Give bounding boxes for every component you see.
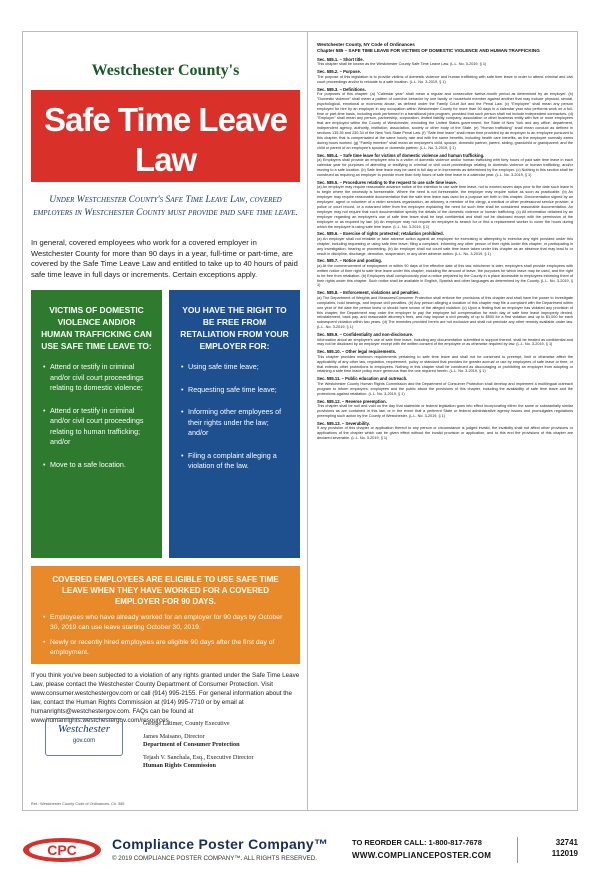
poster-left-panel (23, 32, 308, 810)
law-section (317, 153, 573, 178)
main-title: Safe Time Leave Law (43, 101, 288, 178)
rights-item: • Informing other employees of their rights under the law; and/or (181, 407, 290, 439)
eligibility-heading: COVERED EMPLOYEES ARE ELIGIBLE TO USE SAFE TIME LEAVE WHEN THEY HAVE WORKED FOR A COVERED EMPLOYER FOR 90 DAYS. (52, 575, 279, 606)
subhead: Under Westchester County's Safe Time Leave Law, covered employers in Westchester County must provide paid safe time leave. (33, 195, 298, 218)
law-section (317, 180, 573, 230)
official-name: Tejash V. Sanchala, Esq., Executive Director (143, 754, 254, 761)
footer-divider (517, 837, 518, 863)
westchester-logo (45, 718, 123, 756)
law-section (317, 349, 573, 374)
official (143, 733, 303, 749)
law-section-text: The purpose of this legislation is to provide victims of domestic violence and human trafficking with safe time leave in order to attend criminal and civil court proceedings and/or to relocate to a safe location. (L.L. No. 3-2019, § 1) (317, 74, 573, 84)
footer-bar (22, 833, 578, 869)
law-section-title: Sec. 585.4. – Safe time leave for victims of domestic violence and human trafficking. (317, 152, 485, 158)
rights-box (169, 290, 300, 558)
law-section-title: Sec. 585.8. – Enforcement, violations and penalties. (317, 290, 420, 296)
law-section (317, 290, 573, 330)
law-section-title: Sec. 585.2. – Purpose. (317, 69, 361, 75)
eligibility-item: • Newly or recently hired employees are eligible 90 days after the first day of employment. (43, 638, 290, 657)
law-section-title: Sec. 585.13. – Severability. (317, 420, 370, 426)
cpc-logo-icon (22, 837, 102, 863)
poster-date-code: 112019 (551, 849, 578, 858)
company-name: Compliance Poster Company™ (112, 836, 329, 852)
law-chapter: Chapter 585 – SAFE TIME LEAVE FOR VICTIMS OF DOMESTIC VIOLENCE AND HUMAN TRAFFICKING (317, 48, 540, 53)
law-section-text: If any provision of this chapter or application thereof to any person or circumstance is judged invalid, the invalidity shall not affect other provisions or applications of the chapter which can be given effect without the invalid provision or application, and to this end the provisions of this chapter are declared severable. (L.L. No. 3-2019, § 1) (317, 426, 573, 440)
law-section-title: Sec. 585.3. – Definitions. (317, 86, 366, 92)
law-section-text: This chapter shall be null and void on the day that statewide or federal legislation goes into effect incorporating either the same or substantially similar provisions as are contained in this law, or in the event that a pertinent State or federal administrative agency issues and promulgates regulations preempting such action by the County of Westchester. (L.L. No. 3-2019, § 1) (317, 403, 573, 418)
law-section-title: Sec. 585.10. – Other legal requirements. (317, 349, 397, 355)
logo-word: Westchester (57, 723, 111, 735)
law-section-text: Information about an employee's use of safe time leave, including any documentation submitted in support thereof, shall be treated as confidential and may not be disclosed by an employer except with the written consent of the employee or as otherwise required by law. (L.L. No. 3-2019, § 1) (317, 337, 573, 347)
poster-codes (524, 837, 578, 859)
eligibility-item: • Employees who have already worked for an employer for 90 days by October 30, 2019 can use leave starting October 30, 2019. (43, 613, 290, 632)
poster-code: 32741 (555, 838, 578, 847)
official (143, 754, 303, 770)
law-section-text: (a) An employer may require reasonable advance notice of the intention to use safe time leave, not to exceed seven days prior to the date such leave is to begin where the necessity is foreseeable. Where the need is not foreseeable, the employer may require notice as soon as practicable. (b) An employer may require reasonable documentation that the safe time leave was used for a purpose set forth in this chapter. Documentation signed by an employee, agent or volunteer of a victim services organization, an attorney, a member of the clergy, a medical or other professional service provider, a police or court record, or a notarized letter from the employee explaining the need for such time shall be considered reasonable documentation. An employer may not require that such documentation specify the details of the domestic violence or human trafficking. (c) All information obtained by an employer regarding an employee's use of safe time leave shall be kept confidential and shall not be disclosed except with the permission of the employee or as required by law. (d) An employer may not require an employee to search for or find a replacement worker to cover the hours during which the employee is using safe time leave. (L.L. No. 3-2019, § 1) (317, 185, 573, 229)
law-section-title: Sec. 585.1. – Short title. (317, 57, 364, 62)
law-section-title: Sec. 585.7. – Notice and posting. (317, 258, 382, 264)
rights-item: • Using safe time leave; (181, 362, 290, 373)
law-section-text: The Westchester County Human Rights Commission and the Department of Consumer Protection shall develop and implement a multilingual outreach program to inform employers, employees and the public about the provisions of this chapter, including the availability of safe time leave and the protections against retaliation. (L.L. No. 3-2019, § 1) (317, 381, 573, 396)
official (143, 720, 303, 728)
law-section-text: (a) Employers shall provide an employee who is a victim of domestic violence and/or human trafficking with forty hours of paid safe time leave in each calendar year for purposes of attending or testifying in criminal or civil court proceedings relating to domestic violence or human trafficking, and/or moving to a safe location. (b) Safe time leave may be used in full day or in increments as determined by the employer. (c) Nothing in this section shall be construed as requiring an employer to provide more than forty hours of safe time leave in a calendar year. (L.L. No. 3-2019, § 1) (317, 158, 573, 177)
victims-heading: VICTIMS OF DOMESTIC VIOLENCE AND/OR HUMAN TRAFFICKING CAN USE SAFE TIME LEAVE TO: (41, 305, 152, 351)
law-section (317, 258, 573, 288)
cpc-logo-text: CPC (47, 842, 77, 858)
county-title: Westchester County's (91, 62, 240, 79)
effective-date: Effective October 30, 2019 (106, 186, 225, 197)
law-section (317, 231, 573, 256)
officials-list (143, 720, 303, 775)
rights-item: • Requesting safe time leave; (181, 385, 290, 396)
official-title: Department of Consumer Protection (143, 741, 240, 748)
closing-paragraph: If you think you've been subjected to a violation of any rights granted under the Safe Time Leave Law, please contact the Westchester County Department of Consumer Protection. Visit www.consumer.westchestergov.com or call (914) 995-2155. For general information about the law, contact the Human Rights Commission at (914) 995-7710 or by email at humanrights@westchestergov.com. FAQs can be found at www.humanrights.westchestergov.com/resources. (31, 672, 300, 724)
eligibility-box (31, 566, 300, 664)
law-sections (317, 57, 573, 441)
official-name: James Maisano, Director (143, 733, 205, 740)
victims-item: • Attend or testify in criminal and/or civil court proceedings relating to human trafficking; and/or (43, 406, 152, 448)
law-section-title: Sec. 585.9. – Confidentiality and non-disclosure. (317, 332, 414, 338)
victims-box (31, 290, 162, 558)
law-section (317, 399, 573, 419)
logo-domain: gov.com (72, 738, 96, 744)
law-section-title: Sec. 585.12. – Reverse preemption. (317, 398, 387, 404)
poster (22, 31, 578, 811)
law-section-title: Sec. 585.11. – Public education and outreach. (317, 376, 408, 382)
victims-item: • Move to a safe location. (43, 460, 152, 471)
poster-right-panel (309, 32, 579, 810)
rights-heading: YOU HAVE THE RIGHT TO BE FREE FROM RETALIATION FROM YOUR EMPLOYER FOR: (180, 305, 289, 351)
rights-item: • Filing a complaint alleging a violation of the law. (181, 451, 290, 472)
left-footer-ref: Ref.: Westchester County Code of Ordinances, Ch. 585 (31, 802, 125, 806)
reorder-phone: TO REORDER CALL: 1-800-817-7678 (352, 838, 482, 847)
law-section-text: This chapter shall be known as the Westchester County Safe Time Leave Law. (L.L. No. 3-2019, § 1) (317, 62, 487, 67)
title-banner (31, 90, 300, 197)
law-section (317, 69, 573, 84)
law-section (317, 87, 573, 151)
law-section-text: (a) The Department of Weights and Measures/Consumer Protection shall enforce the provisions of this chapter and shall have the power to investigate complaints, hold hearings, and impose civil penalties. (b) Any person alleging a violation of this chapter may file a complaint with the Department within one year of the date the person knew or should have known of the alleged violation. (c) Upon a finding that an employer has violated any provision of this chapter, the Department may order the employer to pay the employee full compensation for each day of safe time leave improperly denied, reinstatement, back pay, and reasonable attorney's fees, and may impose a civil penalty of up to $500 for a first violation and up to $1,000 for each subsequent violation within two years. (d) The remedies provided herein are not exclusive and shall not preclude any other remedy available under law. (L.L. No. 3-2019, § 1) (317, 295, 573, 330)
copyright: © 2019 COMPLIANCE POSTER COMPANY™. ALL RIGHTS RESERVED. (112, 855, 317, 862)
law-section (317, 332, 573, 347)
website-link[interactable]: WWW.COMPLIANCEPOSTER.COM (352, 851, 492, 860)
law-section-title: Sec. 585.5. – Procedures relating to the request to use safe time leave. (317, 179, 457, 185)
official-name: George Latimer, County Executive (143, 720, 230, 727)
law-section (317, 376, 573, 396)
official-title: Human Rights Commission (143, 762, 216, 769)
victims-item: • Attend or testify in criminal and/or civil court proceedings relating to domestic violence; (43, 362, 152, 394)
law-section-title: Sec. 585.6. – Exercise of rights protected; retaliation prohibited. (317, 231, 444, 237)
law-section-text: For purposes of this chapter: (a) "Calendar year" shall mean a regular and consecutive twelve-month period as determined by an employer. (b) "Domestic violence" shall mean a pattern of coercive behavior by one family or household member against another that may include physical, sexual, psychological, emotional or economic abuse, as defined under the Family Court Act and the Penal Law. (c) "Employee" shall mean any person employed for hire by an employer in any occupation within Westchester County for more than 90 days in a calendar year who performs work on a full-time or part-time basis, including work performed in a transitional jobs program, provided that such person shall not include independent contractors. (d) "Employer" shall mean any person, partnership, corporation, limited liability company, association or other business entity with five or more employees that are employed within the County of Westchester, excluding the United States government, the State of New York and any office, department, independent agency, authority, institution, association, society or other body of the State. (e) "Human trafficking" shall mean conduct as defined in sections 135.35 and 230.34 of the New York State Penal Law. (f) "Safe time leave" shall mean time provided by an employer to an employee pursuant to this chapter, that is compensated at the same hourly rate and with the same benefits, including health care benefits, as the employee normally earns during hours worked. (g) "Family member" shall mean an employee's child, spouse, domestic partner, parent, sibling, grandchild or grandparent; and the child or parent of an employee's spouse or domestic partner. (L.L. No. 3-2019, § 1) (317, 91, 573, 150)
law-section (317, 57, 573, 67)
intro-paragraph: In general, covered employees who work for a covered employer in Westchester County for more than 90 days in a year, full-time or part-time, are covered by the Safe Time Leave Law and entitled to take up to 40 hours of paid safe time leave in full days or increments. Certain exceptions apply. (31, 238, 298, 279)
law-section-text: (a) At the commencement of employment or within 90 days of the effective date of this law, whichever is later, employers shall provide employees with written notice of their right to safe time leave under this chapter, including the amount of leave, the purposes for which leave may be used, and the right to be free from retaliation. (b) Employers shall conspicuously post a notice prepared by the County in a place accessible to employees informing them of their rights under this chapter. Such notice shall be available in English, Spanish and other languages as determined by the County. (L.L. No. 3-2019, § 1) (317, 263, 573, 288)
law-section (317, 421, 573, 441)
law-head: Westchester County, NY Code of Ordinances (317, 42, 415, 47)
law-section-text: This chapter provides minimum requirements pertaining to safe time leave and shall not be construed to preempt, limit or otherwise affect the applicability of any other law, regulation, requirement, policy or standard that provides for greater accrual or use by employees of safe leave or time, or that extends other protections to employees. Nothing in this chapter shall be construed as discouraging or prohibiting an employer from adopting or retaining a safe time leave policy more generous than the one required herein. (L.L. No. 3-2019, § 1) (317, 354, 573, 374)
law-section-text: (a) An employer shall not retaliate or take adverse action against an employee for exercising or attempting to exercise any right provided under this chapter, including requesting or using safe time leave, filing a complaint, informing any other person of their rights under this chapter, or participating in any investigation, hearing or proceeding. (b) An employer shall not count safe time leave taken under this chapter as an absence that may lead to or result in discipline, discharge, demotion, suspension, or any other adverse action. (L.L. No. 3-2019, § 1) (317, 236, 573, 256)
